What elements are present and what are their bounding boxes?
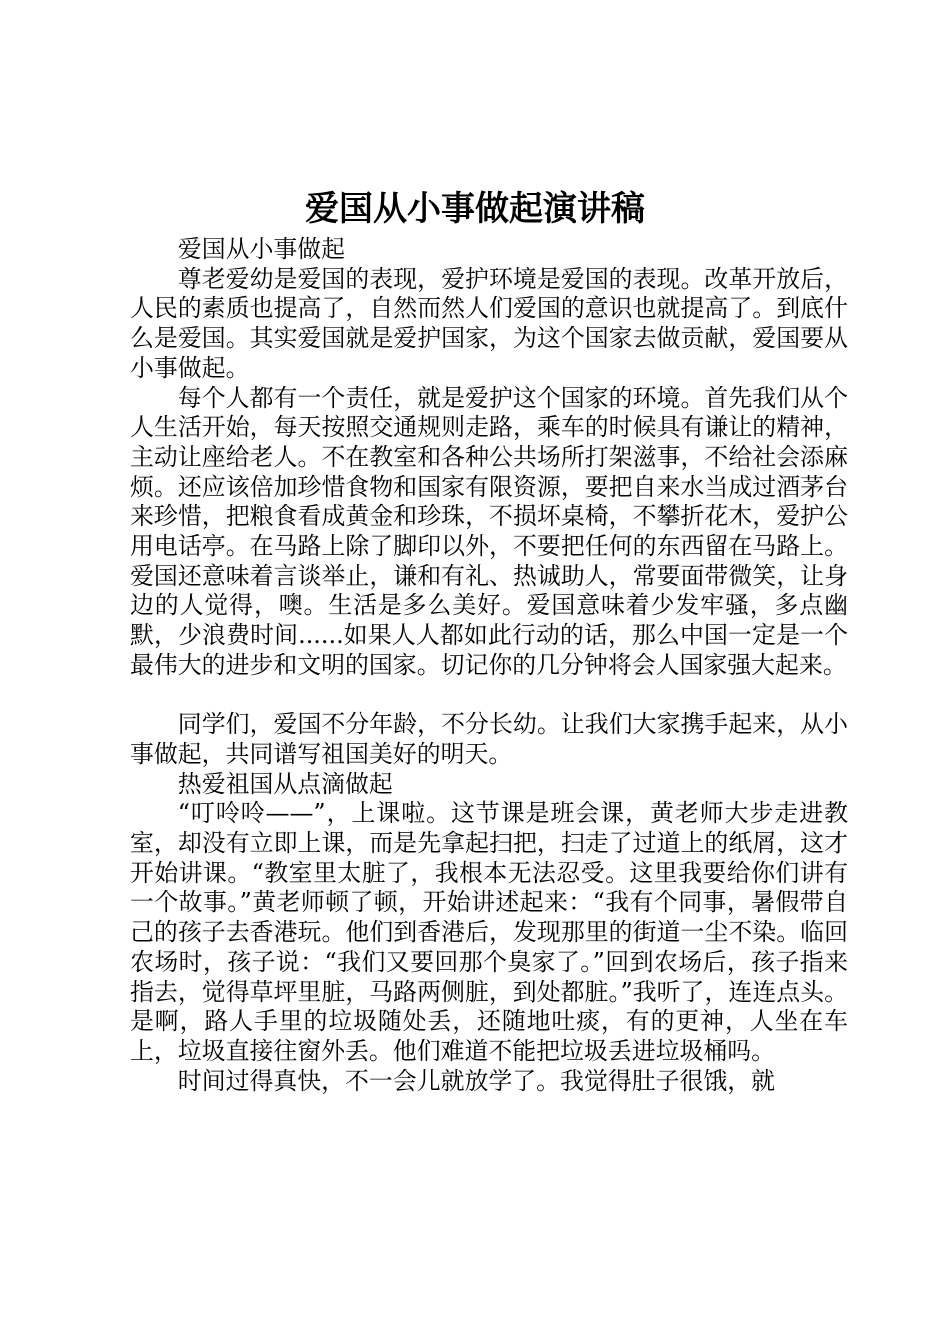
paragraph: 同学们，爱国不分年龄，不分长幼。让我们大家携手起来，从小事做起，共同谱写祖国美好的明天。 <box>130 710 848 768</box>
paragraph: 时间过得真快，不一会儿就放学了。我觉得肚子很饿，就 <box>177 1066 776 1095</box>
document-title: 爱国从小事做起演讲稿 <box>305 189 645 229</box>
section-heading: 爱国从小事做起 <box>177 235 346 263</box>
document-body <box>130 235 848 1096</box>
paragraph: 每个人都有一个责任，就是爱护这个国家的环境。首先我们从个人生活开始，每天按照交通规则走路，乘车的时候具有谦让的精神，主动让座给老人。不在教室和各种公共场所打架滋事，不给社会添麻烦。还应该倍加珍惜食物和国家有限资源，要把自来水当成过酒茅台来珍惜，把粮食看成黄金和珍珠，不损坏桌椅，不攀折花木，爱护公用电话亭。在马路上除了脚印以外，不要把任何的东西留在马路上。爱国还意味着言谈举止，谦和有礼、热诚助人，常要面带微笑，让身边的人觉得，噢。生活是多么美好。爱国意味着少发牢骚，多点幽默，少浪费时间......如果人人都如此行动的话，那么中国一定是一个最伟大的进步和文明的国家。切记你的几分钟将会人国家强大起来。 <box>130 383 848 679</box>
paragraph: 尊老爱幼是爱国的表现，爱护环境是爱国的表现。改革开放后，人民的素质也提高了，自然而然人们爱国的意识也就提高了。到底什么是爱国。其实爱国就是爱护国家，为这个国家去做贡献，爱国要从小事做起。 <box>130 264 848 382</box>
paragraph-gap <box>130 681 848 711</box>
paragraph: “叮呤呤——”，上课啦。这节课是班会课，黄老师大步走进教室，却没有立即上课，而是先拿起扫把，扫走了过道上的纸屑，这才开始讲课。“教室里太脏了，我根本无法忍受。这里我要给你们讲有一个故事。”黄老师顿了顿，开始讲述起来：“我有个同事，暑假带自己的孩子去香港玩。他们到香港后，发现那里的街道一尘不染。临回农场时，孩子说：“我们又要回那个臭家了。”回到农场后，孩子指来指去，觉得草坪里脏，马路两侧脏，到处都脏。”我听了，连连点头。是啊，路人手里的垃圾随处丢，还随地吐痰，有的更神，人坐在车上，垃圾直接往窗外丢。他们难道不能把垃圾丢进垃圾桶吗。 <box>130 799 848 1065</box>
section-heading: 热爱祖国从点滴做起 <box>177 769 393 798</box>
